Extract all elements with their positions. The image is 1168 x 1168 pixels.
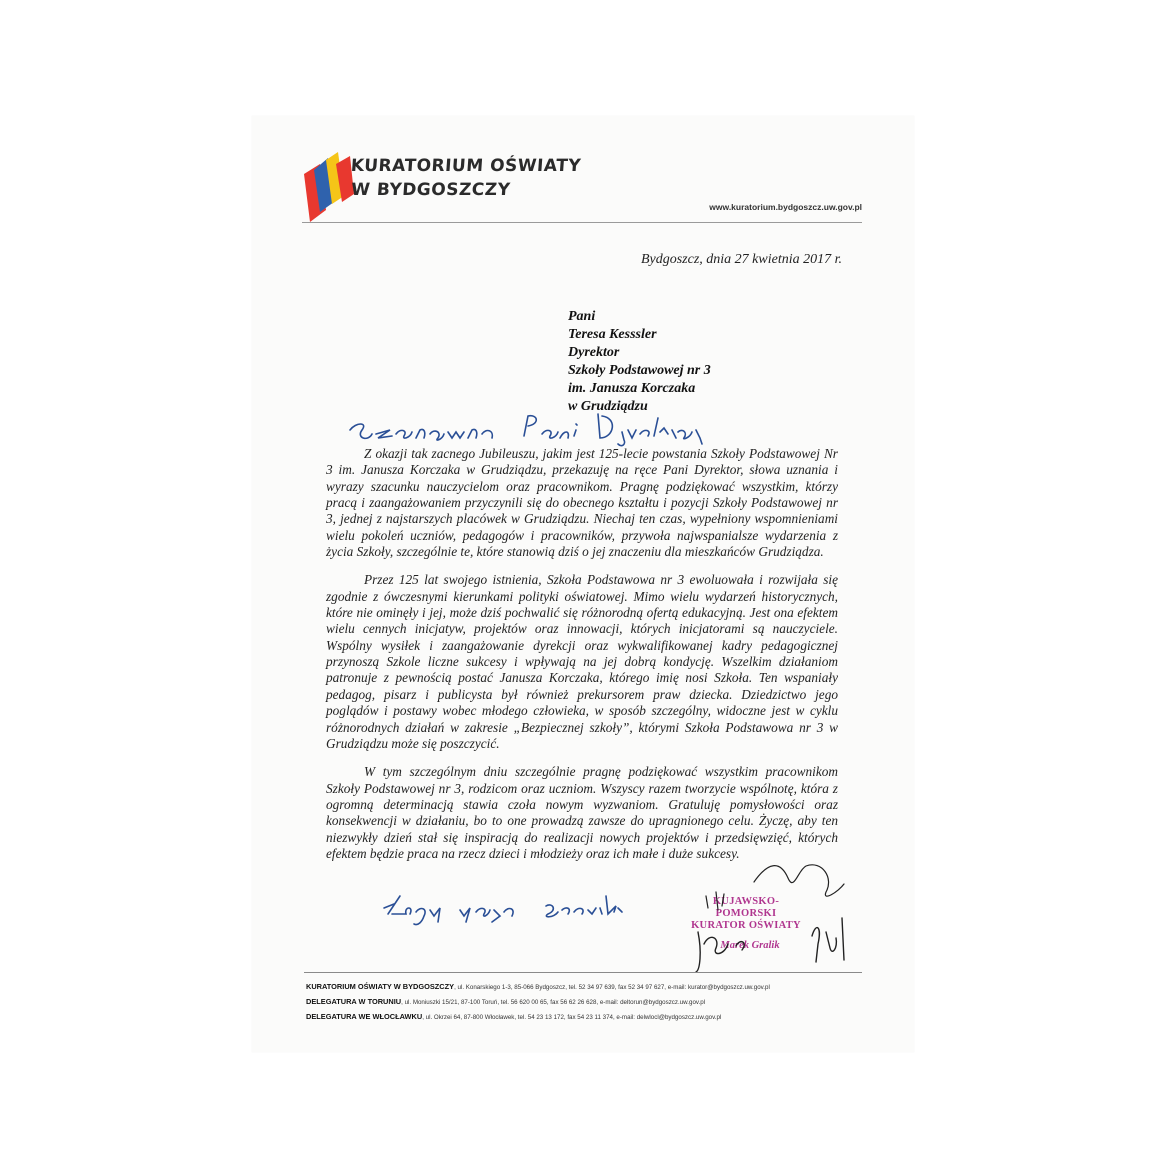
body-paragraph: Z okazji tak zacnego Jubileuszu, jakim jest 125-lecie powstania Szkoły Podstawowej Nr 3 im. Janusza Korczaka w Grudziądzu, przekazuję na ręce Pani Dyrektor, słowa uznania i wyrazy szacunku nauczycielom oraz pracownikom. Pragnę podziękować wszystkim, którzy pracą i zaangażowaniem przyczynili się do obecnego kształtu i pozycji Szkoły Podstawowej nr 3, jednej z najstarszych placówek w Grudziądzu. Niechaj ten czas, wypełniony wspomnieniami wielu pokoleń uczniów, pedagogów i pracowników, przywoła najwspanialsze wydarzenia z życia Szkoły, szczególnie te, które stanowią dziś o jej znaczeniu dla mieszkańców Grudziądza. — [326, 446, 838, 560]
addressee-line: Szkoły Podstawowej nr 3 — [568, 363, 711, 378]
dateline: Bydgoszcz, dnia 27 kwietnia 2017 r. — [640, 252, 842, 267]
salutation-text: Szanowna Pani Dyrektor, — [346, 408, 357, 409]
footer-divider — [304, 972, 862, 973]
handwritten-salutation — [346, 408, 706, 448]
stamp-line2: KURATOR OŚWIATY — [691, 920, 801, 931]
footer-row — [306, 1010, 866, 1025]
header-divider — [302, 222, 862, 223]
addressee-line: im. Janusza Korczaka — [568, 381, 696, 396]
body-paragraph: W tym szczególnym dniu szczególnie pragnę podziękować wszystkim pracownikom Szkoły Podstawowej nr 3, rodzicom oraz uczniom. Wszyscy razem tworzycie wspólnotę, która z ogromną determinacją stawia czoła nowym wyzwaniom. Gratuluję pomysłowości oraz konsekwencji w działaniu, bo to one prowadzą zawsze do upragnionego celu. Życzę, aby ten niezwykły dzień stał się inspiracją do realizacji nowych projektów i przedsięwzięć, których efektem będzie praca na rzecz dzieci i młodzieży oraz ich małe i duże sukcesy. — [326, 764, 838, 861]
footer-details: , ul. Moniuszki 15/21, 87-100 Toruń, tel. 56 620 00 65, fax 56 62 26 628, e-mail: deltorun@bydgoszcz.uw.gov.pl — [401, 999, 706, 1006]
organization-name — [348, 154, 582, 202]
footer-details: , ul. Konarskiego 1-3, 85-066 Bydgoszcz, tel. 52 34 97 639, fax 52 34 97 627, e-mail: kurator@bydgoszcz.uw.gov.pl — [454, 984, 770, 991]
stamp-signatory-name: Marek Gralik — [720, 940, 780, 951]
org-name-line1: KURATORIUM OŚWIATY — [350, 156, 582, 176]
stamp-line1: KUJAWSKO-POMORSKI — [712, 896, 780, 919]
addressee-block — [568, 308, 711, 416]
body-paragraph: Przez 125 lat swojego istnienia, Szkoła Podstawowa nr 3 ewoluowała i rozwijała się zgodnie z ówczesnymi kierunkami polityki oświatowej. Mimo wielu wydarzeń historycznych, które nie ominęły i jej, może dziś pochwalić się różnorodną ofertą edukacyjną. Jest ona efektem wielu cennych inicjatyw, projektów oraz innowacji, których inicjatorami są nauczyciele. Wspólny wysiłek i zaangażowanie dyrekcji oraz wykwalifikowanej kadry pedagogicznej przynoszą Szkole liczne sukcesy i wpływają na jej dobrą kondycję. Wszelkim działaniom patronuje z pewnością postać Janusza Korczaka, którego imię nosi Szkoła. Ten wspaniały pedagog, pisarz i publicysta był również prekursorem praw dziecka. Dziedzictwo jego poglądów i postawy wobec młodego człowieka, w sposób szczególny, widoczne jest w cyklu różnorodnych działań w zakresie „Bezpiecznej szkoły”, którymi Szkoła Podstawowa nr 3 w Grudziądzu może się poszczycić. — [326, 572, 838, 751]
org-name-line2: W BYDGOSZCZY — [350, 180, 512, 200]
handwritten-closing — [382, 886, 642, 926]
addressee-line: Pani — [568, 309, 596, 324]
footer-row — [306, 980, 866, 995]
letter-body — [326, 446, 838, 874]
footer-label: KURATORIUM OŚWIATY W BYDGOSZCZY — [306, 982, 455, 991]
letter-page — [252, 116, 914, 1052]
addressee-line: Dyrektor — [568, 345, 620, 360]
footer-contacts — [306, 980, 866, 1025]
footer-row — [306, 995, 866, 1010]
footer-details: , ul. Okrzei 64, 87-800 Włocławek, tel. 54 23 13 172, fax 54 23 11 374, e-mail: delwlocl@bydgoszcz.uw.gov.pl — [422, 1014, 722, 1021]
footer-label: DELEGATURA W TORUNIU — [306, 997, 402, 1006]
addressee-line: Teresa Kesssler — [568, 327, 657, 342]
addressee-line: w Grudziądzu — [568, 399, 648, 414]
handwritten-signature — [676, 852, 866, 972]
closing-text: Łączę wyrazy szacunku — [382, 886, 392, 887]
website-url[interactable]: www.kuratorium.bydgoszcz.uw.gov.pl — [709, 202, 862, 212]
footer-label: DELEGATURA WE WŁOCŁAWKU — [306, 1012, 423, 1021]
